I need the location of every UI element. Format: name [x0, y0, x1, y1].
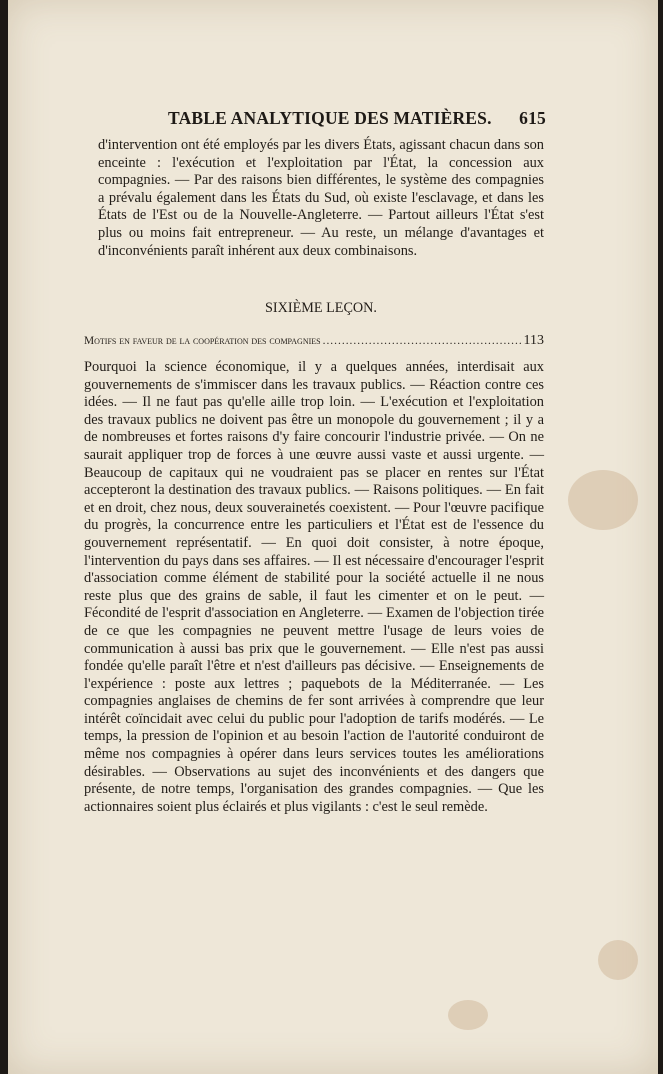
toc-entry-label: Motifs en faveur de la coopération des compagnies: [84, 335, 321, 347]
toc-entry-page: 113: [523, 333, 544, 348]
toc-leader-dots: [323, 335, 522, 347]
page-number: 615: [519, 108, 546, 128]
foxing-stain: [448, 1000, 488, 1030]
foxing-stain: [598, 940, 638, 980]
toc-entry: [84, 333, 544, 349]
lesson-summary: Pourquoi la science économique, il y a quelques années, interdisait aux gouvernements de s'immiscer dans les travaux publics. — Réaction contre ces idées. — Il ne faut pas qu'elle aille trop loin. — L'exécution et l'exploitation des travaux publics ne doivent pas être un monopole du gouvernement ; il y a de nombreuses et fortes raisons d'y faire concourir l'industrie privée. — On ne saurait appliquer trop de forces à une œuvre aussi vaste et aussi urgente. — Beaucoup de capitaux qui ne voudraient pas se placer en rentes sur l'État accepteront la destination des travaux publics. — Raisons politiques. — En fait et en droit, chez nous, deux souverainetés coexistent. — Pour l'œuvre pacifique du progrès, la concurrence entre les particuliers et l'État est de l'essence du gouvernement représentatif. — En quoi doit consister, à notre époque, l'intervention du pays dans ses affaires. — Il est nécessaire d'encourager l'esprit d'association comme élément de stabilité pour la société actuelle il ne nous reste plus que des grains de sable, il faut les cimenter et on le peut. — Fécondité de l'esprit d'association en Angleterre. — Examen de l'objection tirée de ce que les compagnies ne peuvent mettre l'usage de leurs voies de communication à aussi bas prix que le gouvernement. — Elle n'est pas aussi fondée qu'elle paraît l'être et n'est d'ailleurs pas décisive. — Enseignements de l'expérience : poste aux lettres ; paquebots de la Méditerranée. — Les compagnies anglaises de chemins de fer sont arrivées à comprendre que leur intérêt coïncidait avec celui du public pour l'adoption de tarifs modérés. — Le temps, la pression de l'opinion et au besoin l'action de l'autorité conduiront de même nos compagnies à opérer dans leurs services toutes les améliorations désirables. — Observations au sujet des inconvénients et des dangers que présente, de notre temps, l'organisation des grandes compagnies. — Que les actionnaires soient plus éclairés et plus vigilants : c'est le seul remède.: [84, 359, 544, 815]
book-page: [8, 0, 658, 1074]
lesson-heading: SIXIÈME LEÇON.: [265, 300, 377, 316]
running-title: TABLE ANALYTIQUE DES MATIÈRES.: [168, 108, 492, 128]
paragraph-continued: d'intervention ont été employés par les divers États, agissant chacun dans son enceinte : l'exécution et l'exploitation par l'État, la concession aux compagnies. — Par des raisons bien différentes, le système des compagnies a prévalu également dans les États du Sud, où existe l'esclavage, et dans les États de l'Est ou de la Nouvelle-Angleterre. — Partout ailleurs l'État s'est plus ou moins fait entrepreneur. — Au reste, un mélange d'avantages et d'inconvénients paraît inhérent aux deux combinaisons.: [98, 137, 544, 259]
foxing-stain: [568, 470, 638, 530]
